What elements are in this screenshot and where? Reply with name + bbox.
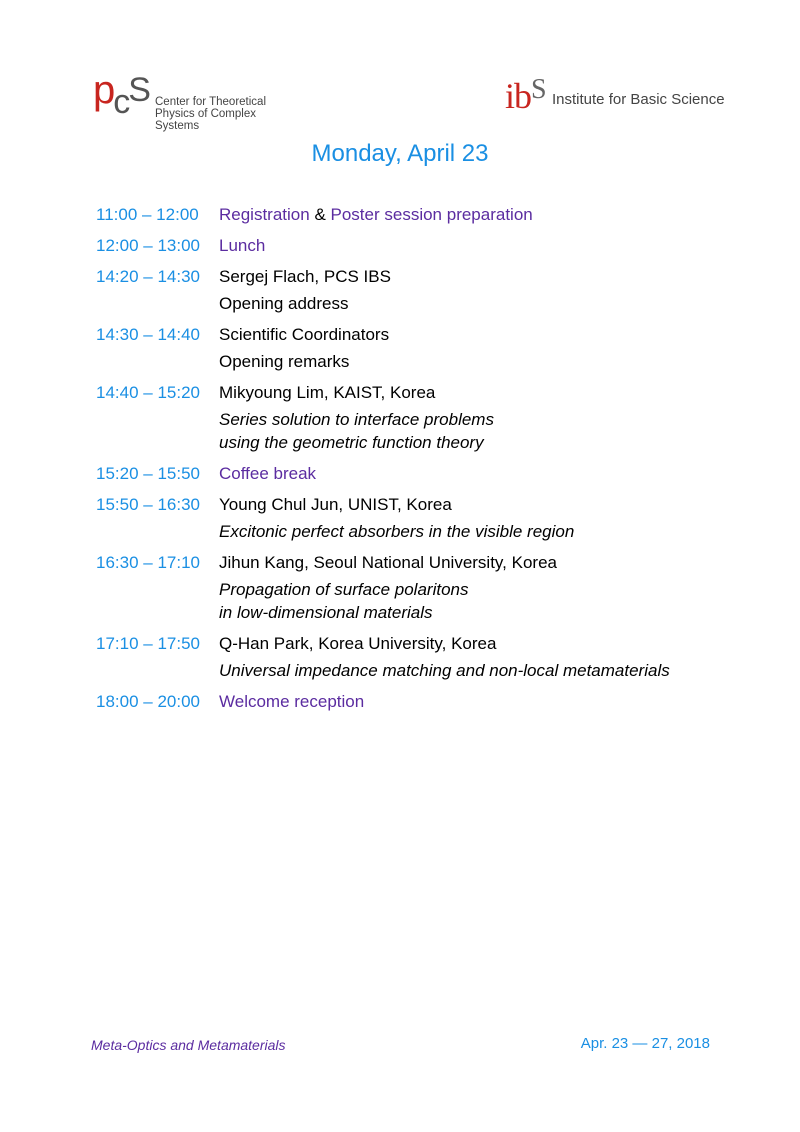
schedule-content bbox=[219, 690, 736, 713]
schedule-content bbox=[219, 234, 736, 257]
schedule-row bbox=[96, 551, 736, 624]
schedule-row bbox=[96, 265, 736, 315]
schedule-row bbox=[96, 234, 736, 257]
schedule-event-part: Coffee break bbox=[219, 464, 317, 483]
page-title: Monday, April 23 bbox=[311, 140, 489, 167]
footer-dates: Apr. 23 — 27, 2018 bbox=[580, 1035, 710, 1052]
pcs-logo-line2: Physics of Complex Systems bbox=[155, 108, 256, 132]
schedule-time: 17:10 – 17:50 bbox=[96, 634, 200, 653]
session-note: Opening address bbox=[219, 294, 349, 313]
schedule bbox=[96, 203, 736, 721]
schedule-event-part: Welcome reception bbox=[219, 692, 365, 711]
talk-title: in low-dimensional materials bbox=[219, 603, 433, 622]
schedule-time: 15:50 – 16:30 bbox=[96, 495, 200, 514]
talk-title: Excitonic perfect absorbers in the visible region bbox=[219, 522, 575, 541]
pcs-logo-line1: Center for Theoretical bbox=[155, 96, 267, 108]
schedule-time: 14:30 – 14:40 bbox=[96, 325, 200, 344]
schedule-time: 16:30 – 17:10 bbox=[96, 553, 200, 572]
ibs-logo bbox=[505, 74, 735, 118]
schedule-row bbox=[96, 462, 736, 485]
session-note: Opening remarks bbox=[219, 352, 350, 371]
schedule-event-part: Poster session preparation bbox=[330, 205, 533, 224]
schedule-event-part: & bbox=[309, 205, 331, 224]
schedule-event bbox=[219, 462, 736, 485]
talk-title: Propagation of surface polaritons bbox=[219, 580, 469, 599]
schedule-time: 14:20 – 14:30 bbox=[96, 267, 200, 286]
schedule-time: 12:00 – 13:00 bbox=[96, 236, 200, 255]
speaker-name: Jihun Kang, Seoul National University, Korea bbox=[219, 553, 557, 572]
schedule-content bbox=[219, 632, 736, 682]
talk-title: Series solution to interface problems bbox=[219, 410, 494, 429]
pcs-logo-text bbox=[155, 96, 293, 132]
ibs-logo-text: Institute for Basic Science bbox=[552, 91, 725, 108]
pcs-logo-mark: $p_cS$ bbox=[93, 68, 149, 121]
schedule-event bbox=[219, 234, 736, 257]
schedule-event-part: Registration bbox=[219, 205, 310, 224]
schedule-time: 15:20 – 15:50 bbox=[96, 464, 200, 483]
schedule-row bbox=[96, 381, 736, 454]
speaker-name: Q-Han Park, Korea University, Korea bbox=[219, 634, 497, 653]
schedule-row bbox=[96, 323, 736, 373]
schedule-content bbox=[219, 551, 736, 624]
schedule-row bbox=[96, 493, 736, 543]
talk-title: using the geometric function theory bbox=[219, 433, 484, 452]
schedule-content bbox=[219, 265, 736, 315]
schedule-event-part: Lunch bbox=[219, 236, 266, 255]
schedule-content bbox=[219, 323, 736, 373]
footer-event-name: Meta-Optics and Metamaterials bbox=[91, 1037, 286, 1053]
schedule-time: 18:00 – 20:00 bbox=[96, 692, 200, 711]
schedule-row bbox=[96, 203, 736, 226]
schedule-event bbox=[219, 203, 736, 226]
speaker-name: Young Chul Jun, UNIST, Korea bbox=[219, 495, 452, 514]
speaker-name: Mikyoung Lim, KAIST, Korea bbox=[219, 383, 436, 402]
talk-title: Universal impedance matching and non-local metamaterials bbox=[219, 661, 670, 680]
speaker-name: Sergej Flach, PCS IBS bbox=[219, 267, 391, 286]
schedule-content bbox=[219, 203, 736, 226]
schedule-time: 11:00 – 12:00 bbox=[96, 205, 199, 224]
schedule-row bbox=[96, 632, 736, 682]
schedule-content bbox=[219, 493, 736, 543]
schedule-time: 14:40 – 15:20 bbox=[96, 383, 200, 402]
pcs-logo bbox=[93, 68, 293, 132]
speaker-name: Scientific Coordinators bbox=[219, 325, 390, 344]
schedule-content bbox=[219, 381, 736, 454]
ibs-logo-mark: $ib^S$ bbox=[505, 74, 546, 116]
schedule-event bbox=[219, 690, 736, 713]
schedule-content bbox=[219, 462, 736, 485]
schedule-row bbox=[96, 690, 736, 713]
